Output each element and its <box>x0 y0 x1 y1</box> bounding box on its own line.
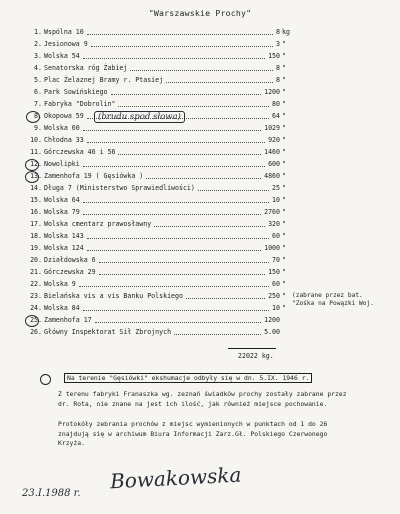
item-quantity: 150 <box>268 268 280 276</box>
list-item <box>0 326 400 338</box>
list-item <box>0 194 400 206</box>
dotted-leader <box>198 190 269 191</box>
item-quantity: 1200 <box>264 88 280 96</box>
item-quantity: 64 <box>272 112 280 120</box>
item-location: Nowolipki <box>44 160 80 168</box>
item-number: 4. <box>34 64 42 72</box>
signature: Bowakowska <box>109 462 242 494</box>
dotted-leader <box>154 226 265 227</box>
item-number: 20. <box>30 256 42 264</box>
item-location: Jesionowa 9 <box>44 40 88 48</box>
dotted-leader <box>118 106 269 107</box>
item-unit: " <box>282 100 286 108</box>
list-item <box>0 50 400 62</box>
item-quantity: 3 <box>276 40 280 48</box>
item-quantity: 5.00 <box>264 328 280 336</box>
item-location: Działdowska 6 <box>44 256 96 264</box>
side-note-line1: (zabrane przez bat. <box>292 292 363 299</box>
item-location: Zamenhofa 17 <box>44 316 92 324</box>
dotted-leader <box>118 154 261 155</box>
item-location: Park Sowińskiego <box>44 88 108 96</box>
item-quantity: 70 <box>272 256 280 264</box>
item-location: Długa 7 (Ministerstwo Sprawiedliwości) <box>44 184 195 192</box>
item-quantity: 320 <box>268 220 280 228</box>
item-number: 8. <box>34 112 42 120</box>
list-item <box>0 110 400 122</box>
item-quantity: 1200 <box>264 316 280 324</box>
item-unit: " <box>282 292 286 300</box>
item-unit: " <box>282 52 286 60</box>
bullet-mark <box>40 374 51 385</box>
item-number: 13. <box>30 172 42 180</box>
item-location: Wolska 124 <box>44 244 84 252</box>
dotted-leader <box>91 46 273 47</box>
item-number: 6. <box>34 88 42 96</box>
item-quantity: 8 <box>276 64 280 72</box>
list-item <box>0 314 400 326</box>
item-unit: " <box>282 124 286 132</box>
item-number: 19. <box>30 244 42 252</box>
item-unit: " <box>282 280 286 288</box>
item-location: Chłodna 33 <box>44 136 84 144</box>
item-number: 26. <box>30 328 42 336</box>
item-quantity: 250 <box>268 292 280 300</box>
list-item <box>0 278 400 290</box>
list-item <box>0 242 400 254</box>
list-item <box>0 26 400 38</box>
item-unit: " <box>282 220 286 228</box>
item-location: Wolska 54 <box>44 52 80 60</box>
item-number: 21. <box>30 268 42 276</box>
item-quantity: 8 <box>276 28 280 36</box>
item-number: 15. <box>30 196 42 204</box>
item-location: Wolska 143 <box>44 232 84 240</box>
item-number: 9. <box>34 124 42 132</box>
item-quantity: 25 <box>272 184 280 192</box>
item-number: 25. <box>30 316 42 324</box>
item-number: 11. <box>30 148 42 156</box>
item-unit: kg <box>282 28 290 36</box>
item-unit: " <box>282 256 286 264</box>
item-quantity: 600 <box>268 160 280 168</box>
item-quantity: 10 <box>272 196 280 204</box>
item-quantity: 1000 <box>264 244 280 252</box>
item-location: Senatorska róg Żabiej <box>44 64 128 72</box>
item-number: 2. <box>34 40 42 48</box>
dotted-leader <box>87 34 273 35</box>
item-quantity: 60 <box>272 280 280 288</box>
item-unit: " <box>282 184 286 192</box>
item-number: 12. <box>30 160 42 168</box>
dotted-leader <box>83 214 261 215</box>
item-unit: " <box>282 304 286 312</box>
list-item <box>0 158 400 170</box>
dotted-leader <box>79 286 269 287</box>
item-unit: " <box>282 64 286 72</box>
total-underline <box>228 348 276 349</box>
list-item <box>0 98 400 110</box>
item-number: 14. <box>30 184 42 192</box>
item-quantity: 60 <box>272 232 280 240</box>
dotted-leader <box>83 202 269 203</box>
item-number: 5. <box>34 76 42 84</box>
total-sum: 22022 kg. <box>238 352 274 360</box>
item-location: Wolska 9 <box>44 280 76 288</box>
item-quantity: 4860 <box>264 172 280 180</box>
item-location: Górczewska 29 <box>44 268 96 276</box>
dotted-leader <box>146 178 261 179</box>
item-location: Wolska 64 <box>44 196 80 204</box>
list-item <box>0 266 400 278</box>
item-location: Wolska cmentarz prawosławny <box>44 220 152 228</box>
item-quantity: 150 <box>268 52 280 60</box>
dotted-leader <box>111 94 261 95</box>
item-quantity: 1029 <box>264 124 280 132</box>
list-item <box>0 38 400 50</box>
item-quantity: 8 <box>276 76 280 84</box>
item-location: Górczewska 46 i 56 <box>44 148 116 156</box>
handwritten-date: 23.I.1988 r. <box>22 488 81 499</box>
list-item <box>0 230 400 242</box>
item-unit: " <box>282 268 286 276</box>
list-item <box>0 206 400 218</box>
list-item <box>0 134 400 146</box>
item-unit: " <box>282 244 286 252</box>
item-quantity: 2760 <box>264 208 280 216</box>
list-item <box>0 254 400 266</box>
dotted-leader <box>99 274 265 275</box>
list-item <box>0 86 400 98</box>
paragraph-gesiowka-text: Na terenie "Gęsiówki" ekshumacje odbyły się w dn. 5.IX. 1946 r. <box>64 373 312 383</box>
item-unit: " <box>282 160 286 168</box>
item-quantity: 920 <box>268 136 280 144</box>
item-number: 3. <box>34 52 42 60</box>
dotted-leader <box>83 166 265 167</box>
handwritten-annotation: (brudu spod słowa) <box>94 111 185 123</box>
item-location: Wolska 79 <box>44 208 80 216</box>
item-location: Wolska 60 <box>44 124 80 132</box>
document-title: "Warszawskie Prochy" <box>148 8 252 18</box>
item-number: 23. <box>30 292 42 300</box>
dotted-leader <box>99 262 269 263</box>
item-unit: " <box>282 88 286 96</box>
dotted-leader <box>83 130 261 131</box>
dotted-leader <box>83 58 265 59</box>
item-location: Wspólna 10 <box>44 28 84 36</box>
item-number: 17. <box>30 220 42 228</box>
item-number: 22. <box>30 280 42 288</box>
item-number: 24. <box>30 304 42 312</box>
list-item <box>0 146 400 158</box>
item-location: Fabryka "Dobrolin" <box>44 100 116 108</box>
list-item <box>0 182 400 194</box>
item-number: 7. <box>34 100 42 108</box>
item-quantity: 80 <box>272 100 280 108</box>
item-number: 10. <box>30 136 42 144</box>
item-unit: " <box>282 40 286 48</box>
item-number: 1. <box>34 28 42 36</box>
dotted-leader <box>174 334 261 335</box>
item-quantity: 1460 <box>264 148 280 156</box>
dotted-leader <box>83 310 269 311</box>
dotted-leader <box>130 70 273 71</box>
dotted-leader <box>95 322 261 323</box>
item-unit: " <box>282 76 286 84</box>
item-location: Okopowa 59 <box>44 112 84 120</box>
item-unit: " <box>282 136 286 144</box>
dotted-leader <box>166 82 273 83</box>
item-location: Zamenhofa 19 ( Gęsiówka ) <box>44 172 144 180</box>
list-item <box>0 170 400 182</box>
item-unit: " <box>282 148 286 156</box>
item-location: Plac Żelaznej Bramy r. Ptasiej <box>44 76 164 84</box>
list-item <box>0 62 400 74</box>
dotted-leader <box>87 238 269 239</box>
item-unit: " <box>282 208 286 216</box>
item-quantity: 10 <box>272 304 280 312</box>
list-item <box>0 218 400 230</box>
dotted-leader <box>186 298 265 299</box>
item-unit: " <box>282 232 286 240</box>
list-item <box>0 74 400 86</box>
item-location: Wolska 84 <box>44 304 80 312</box>
item-number: 16. <box>30 208 42 216</box>
paragraph-protocols: Protokóły zebrania prochów z miejsc wymienionych w punktach od 1 do 26 znajdują się w archiwum Biura Informacji Zarz.Gł. Polskiego Czerwonego Krzyża. <box>58 420 328 447</box>
item-unit: " <box>282 112 286 120</box>
paragraph-franaszek: Z terenu fabryki Franaszka wg. zeznań świadków prochy zostały zabrane przez dr. Rota, nie znane na jest ich ilość, jak również miejsce pochowanie. <box>58 390 347 408</box>
paragraph-gesiowka <box>64 374 364 384</box>
side-note-line2: "Zośka na Powązki Woj. <box>292 300 374 307</box>
item-unit: " <box>282 196 286 204</box>
item-location: Główny Inspektorat Sił Zbrojnych <box>44 328 172 336</box>
dotted-leader <box>87 250 261 251</box>
item-number: 18. <box>30 232 42 240</box>
list-item <box>0 122 400 134</box>
item-unit: " <box>282 172 286 180</box>
item-location: Bielańska vis a vis Banku Polskiego <box>44 292 183 300</box>
dotted-leader <box>87 142 265 143</box>
